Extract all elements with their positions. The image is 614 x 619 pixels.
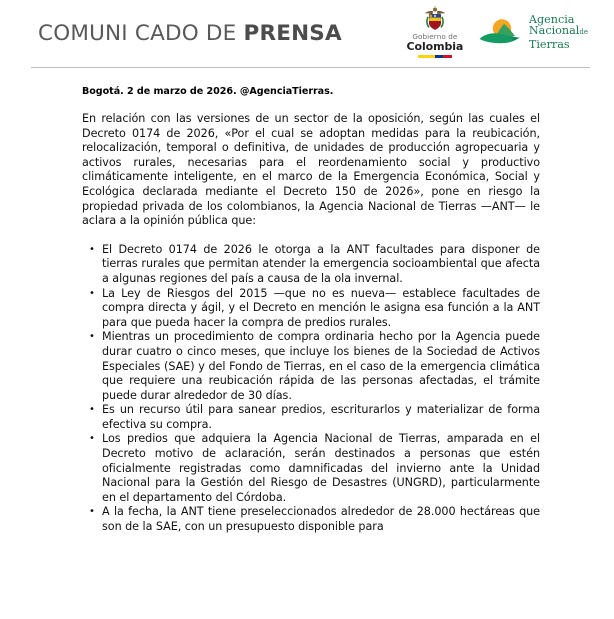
dateline: Bogotá. 2 de marzo de 2026. @AgenciaTierras. bbox=[82, 86, 334, 97]
lead-paragraph: En relación con las versiones de un sector de la oposición, según las cuales el Decreto 0174 de 2026, «Por el cual se adoptan medidas para la reubicación, relocalización, temporal o definitiva, de unidades de producción agropecuaria y activos rurales, necesarias para el reordenamiento social y productivo climáticamente inteligente, en el marco de la Emergencia Económica, Social y Ecológica declarada mediante el Decreto 150 de 2026», pone en riesgo la propiedad privada de los colombianos, la Agencia Nacional de Tierras —ANT— le aclara a la opinión pública que: bbox=[82, 112, 540, 228]
sun-over-land-hand-icon bbox=[478, 15, 524, 49]
gov-logo-line2: Colombia bbox=[406, 39, 464, 53]
agencia-nacional-de-tierras-logo bbox=[478, 14, 588, 51]
document-header bbox=[0, 0, 614, 62]
list-item: • Mientras un procedimiento de compra ordinaria hecho por la Agencia puede durar cuatro o cinco meses, que incluye los bienes de la Sociedad de Activos Especiales (SAE) y del Fondo de Tierras, en el caso de la emergencia climática que requiere una reubicación rápida de las personas afectadas, el trámite puede durar alrededor de 30 días. bbox=[102, 330, 540, 403]
ant-logo-wordmark bbox=[529, 14, 588, 51]
gobierno-de-colombia-logo bbox=[406, 6, 464, 58]
ant-logo-line1: Agencia bbox=[528, 12, 575, 26]
page-title-light: COMUNI CADO DE bbox=[38, 20, 244, 46]
ant-logo-line2-suffix: de bbox=[579, 28, 588, 37]
ant-logo-line2: Nacional bbox=[528, 24, 580, 38]
list-item: • El Decreto 0174 de 2026 le otorga a la ANT facultades para disponer de tierras rurales que permitan atender la emergencia socioambiental que afecta a algunas regiones del país a causa de la ola invernal. bbox=[102, 243, 540, 287]
clarification-bullet-list bbox=[82, 243, 540, 535]
ant-logo-line2-wrap bbox=[529, 25, 588, 39]
list-item: • A la fecha, la ANT tiene preseleccionados alrededor de 28.000 hectáreas que son de la SAE, con un presupuesto disponible para bbox=[102, 505, 540, 534]
page-title bbox=[38, 21, 342, 46]
colombia-coat-of-arms-icon bbox=[422, 6, 448, 32]
list-item: • Es un recurso útil para sanear predios, escriturarlos y materializar de forma efectiva su compra. bbox=[102, 403, 540, 432]
header-logos bbox=[406, 6, 588, 58]
page-title-bold: PRENSA bbox=[243, 20, 342, 46]
gov-logo-line1: Gobierno de bbox=[412, 31, 458, 41]
list-item: • Los predios que adquiera la Agencia Nacional de Tierras, amparada en el Decreto motivo de aclaración, serán destinados a personas que estén oficialmente registradas como damnificadas del invierno ante la Unidad Nacional para la Gestión del Riesgo de Desastres (UNGRD), particularmente en el departamento del Córdoba. bbox=[102, 432, 540, 505]
document-body bbox=[82, 86, 540, 535]
list-item: • La Ley de Riesgos del 2015 —que no es nueva— establece facultades de compra directa y ágil, y el Decreto en mención le asigna esa función a la ANT para que pueda hacer la compra de predios rurales. bbox=[102, 287, 540, 331]
header-divider bbox=[31, 67, 590, 68]
ant-logo-line3: Tierras bbox=[528, 37, 570, 51]
colombia-flag-bar-icon bbox=[418, 55, 452, 58]
